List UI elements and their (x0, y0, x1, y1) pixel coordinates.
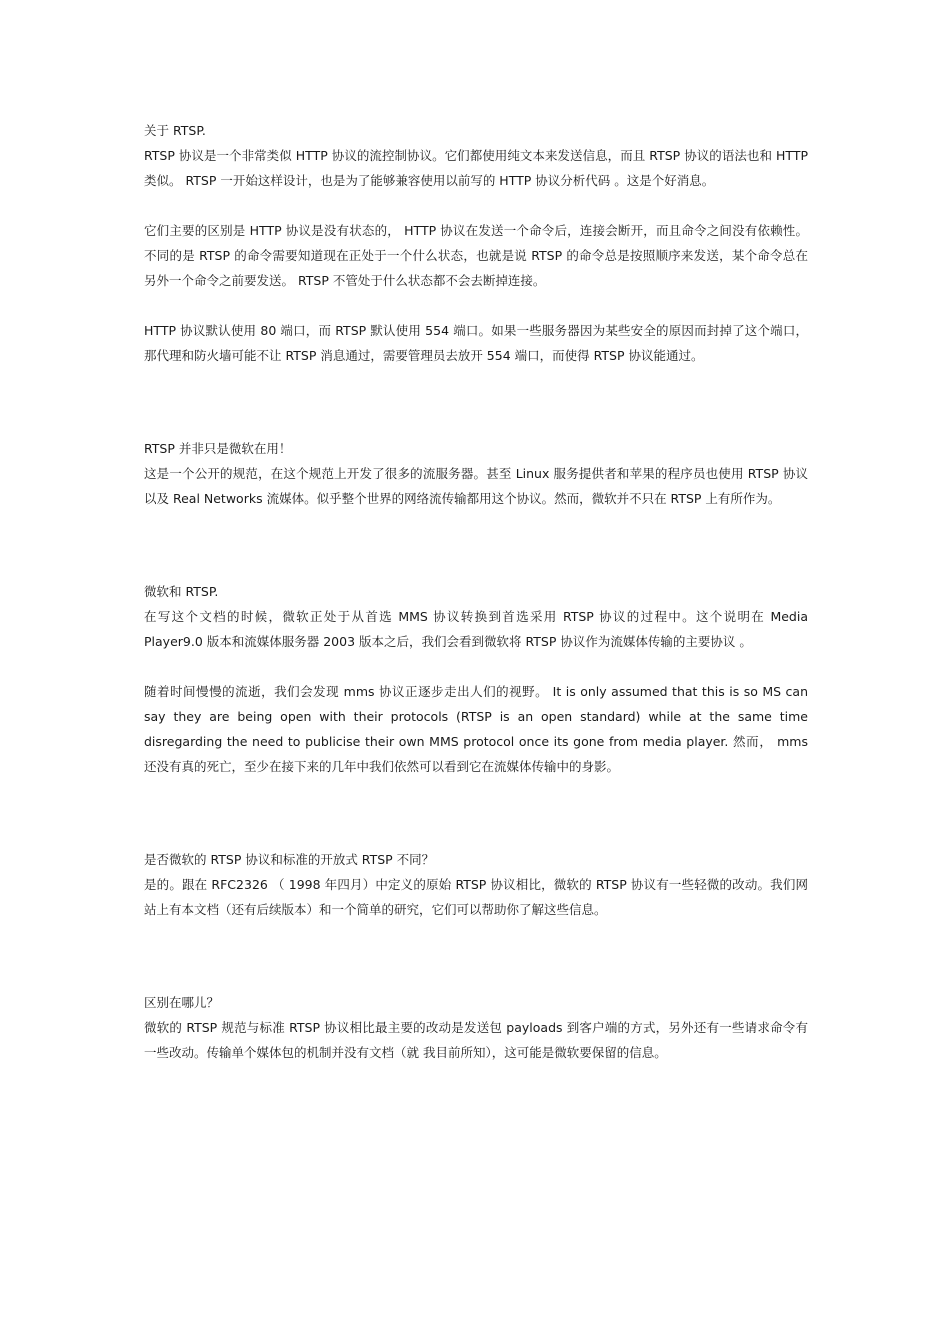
paragraph: RTSP 协议是一个非常类似 HTTP 协议的流控制协议。它们都使用纯文本来发送信息，而且 RTSP 协议的语法也和 HTTP 类似。 RTSP 一开始这样设计，也是为了能够兼容使用以前写的 HTTP 协议分析代码 。这是个好消息。 (144, 148, 808, 188)
section-heading-is-it-different: 是否微软的 RTSP 协议和标准的开放式 RTSP 不同？ (144, 852, 435, 867)
paragraph-spacer (144, 193, 808, 218)
paragraph-spacer (144, 654, 808, 679)
section-spacer (144, 368, 808, 436)
paragraph-spacer (144, 293, 808, 318)
paragraph: 微软的 RTSP 规范与标准 RTSP 协议相比最主要的改动是发送包 payloads 到客户端的方式，另外还有一些请求命令有一些改动。传输单个媒体包的机制并没有文档（就 我目前所知），这可能是微软要保留的信息。 (144, 1020, 808, 1060)
paragraph: 这是一个公开的规范，在这个规范上开发了很多的流服务器。甚至 Linux 服务提供者和苹果的程序员也使用 RTSP 协议以及 Real Networks 流媒体。似乎整个世界的网络流传输都用这个协议。然而，微软并不只在 RTSP 上有所作为。 (144, 466, 808, 506)
section-heading-microsoft-and-rtsp: 微软和 RTSP. (144, 584, 219, 599)
section-heading-about-rtsp: 关于 RTSP. (144, 123, 206, 138)
section-spacer (144, 922, 808, 990)
paragraph: 随着时间慢慢的流逝，我们会发现 mms 协议正逐步走出人们的视野。 It is only assumed that this is so MS can say they are being open with their protocols (RTSP is an open standard) while at the same time disregarding the need to publicise their own MMS protocol once its gone from media player. 然而， mms 还没有真的死亡，至少在接下来的几年中我们依然可以看到它在流媒体传输中的身影。 (144, 684, 808, 774)
section-spacer (144, 511, 808, 579)
section-spacer (144, 779, 808, 847)
section-heading-where-is-difference: 区别在哪儿？ (144, 995, 220, 1010)
paragraph: 在写这个文档的时候，微软正处于从首选 MMS 协议转换到首选采用 RTSP 协议的过程中。这个说明在 Media Player9.0 版本和流媒体服务器 2003 版本之后，我们会看到微软将 RTSP 协议作为流媒体传输的主要协议 。 (144, 609, 808, 649)
document-body (144, 118, 808, 1065)
paragraph: HTTP 协议默认使用 80 端口，而 RTSP 默认使用 554 端口。如果一些服务器因为某些安全的原因而封掉了这个端口，那代理和防火墙可能不让 RTSP 消息通过，需要管理员去放开 554 端口，而使得 RTSP 协议能通过。 (144, 323, 808, 363)
paragraph: 它们主要的区别是 HTTP 协议是没有状态的， HTTP 协议在发送一个命令后，连接会断开，而且命令之间没有依赖性。不同的是 RTSP 的命令需要知道现在正处于一个什么状态，也就是说 RTSP 的命令总是按照顺序来发送，某个命令总在另外一个命令之前要发送。 RTSP 不管处于什么状态都不会去断掉连接。 (144, 223, 808, 288)
section-heading-not-only-microsoft: RTSP 并非只是微软在用！ (144, 441, 292, 456)
paragraph: 是的。跟在 RFC2326 （ 1998 年四月）中定义的原始 RTSP 协议相比，微软的 RTSP 协议有一些轻微的改动。我们网站上有本文档（还有后续版本）和一个简单的研究，它们可以帮助你了解这些信息。 (144, 877, 808, 917)
